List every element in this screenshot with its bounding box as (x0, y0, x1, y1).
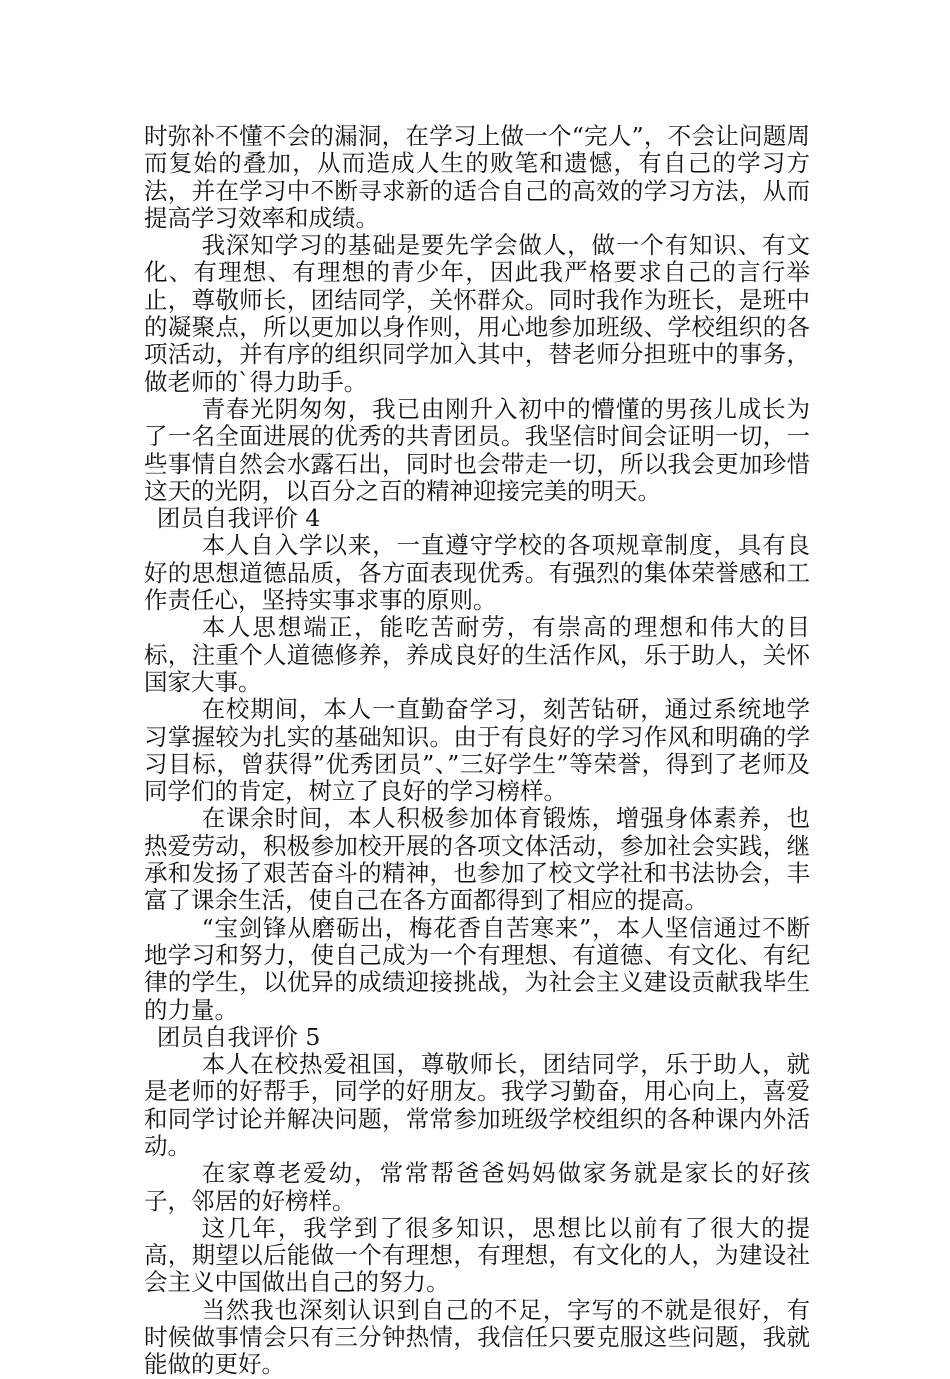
paragraph: 本人在校热爱祖国，尊敬师长，团结同学，乐于助人，就是老师的好帮手，同学的好朋友。我学习勤奋，用心向上，喜爱和同学讨论并解决问题，常常参加班级学校组织的各种课内外活动。 (144, 1050, 810, 1160)
section-heading: 团员自我评价 4 (156, 504, 321, 533)
paragraph-continuation: 时弥补不懂不会的漏洞，在学习上做一个“完人”，不会让问题周而复始的叠加，从而造成人生的败笔和遗憾，有自己的学习方法，并在学习中不断寻求新的适合自己的高效的学习方法，从而提高学习效率和成绩。 (144, 122, 810, 232)
paragraph: 本人思想端正，能吃苦耐劳，有崇高的理想和伟大的目标，注重个人道德修养，养成良好的生活作风，乐于助人，关怀国家大事。 (144, 613, 810, 696)
document-body (144, 123, 810, 1379)
paragraph: “宝剑锋从磨砺出，梅花香自苦寒来”，本人坚信通过不断地学习和努力，使自己成为一个有理想、有道德、有文化、有纪律的学生，以优异的成绩迎接挑战，为社会主义建设贡献我毕生的力量。 (144, 913, 810, 1024)
paragraph: 我深知学习的基础是要先学会做人，做一个有知识、有文化、有理想、有理想的青少年，因此我严格要求自己的言行举止，尊敬师长，团结同学，关怀群众。同时我作为班长，是班中的凝聚点，所以更加以身作则，用心地参加班级、学校组织的各项活动，并有序的组织同学加入其中，替老师分担班中的事务，做老师的`得力助手。 (144, 231, 810, 396)
section-heading: 团员自我评价 5 (156, 1022, 321, 1051)
paragraph: 在校期间，本人一直勤奋学习，刻苦钻研，通过系统地学习掌握较为扎实的基础知识。由于有良好的学习作风和明确的学习目标，曾获得”优秀团员”、”三好学生”等荣誉，得到了老师及同学们的肯定，树立了良好的学习榜样。 (144, 695, 810, 806)
paragraph: 在课余时间，本人积极参加体育锻炼，增强身体素养，也热爱劳动，积极参加校开展的各项文体活动，参加社会实践，继承和发扬了艰苦奋斗的精神，也参加了校文学社和书法协会，丰富了课余生活，使自己在各方面都得到了相应的提高。 (144, 804, 810, 915)
paragraph: 本人自入学以来，一直遵守学校的各项规章制度，具有良好的思想道德品质，各方面表现优秀。有强烈的集体荣誉感和工作责任心，坚持实事求事的原则。 (144, 531, 810, 615)
paragraph: 在家尊老爱幼，常常帮爸爸妈妈做家务就是家长的好孩子，邻居的好榜样。 (144, 1159, 810, 1215)
paragraph: 这几年，我学到了很多知识，思想比以前有了很大的提高，期望以后能做一个有理想，有理想，有文化的人，为建设社会主义中国做出自己的努力。 (144, 1213, 810, 1297)
paragraph: 当然我也深刻认识到自己的不足，字写的不就是很好，有时候做事情会只有三分钟热情，我信任只要克服这些问题，我就能做的更好。 (144, 1295, 810, 1379)
paragraph: 青春光阴匆匆，我已由刚升入初中的懵懂的男孩儿成长为了一名全面进展的优秀的共青团员。我坚信时间会证明一切，一些事情自然会水露石出，同时也会带走一切，所以我会更加珍惜这天的光阴，以百分之百的精神迎接完美的明天。 (144, 394, 810, 505)
